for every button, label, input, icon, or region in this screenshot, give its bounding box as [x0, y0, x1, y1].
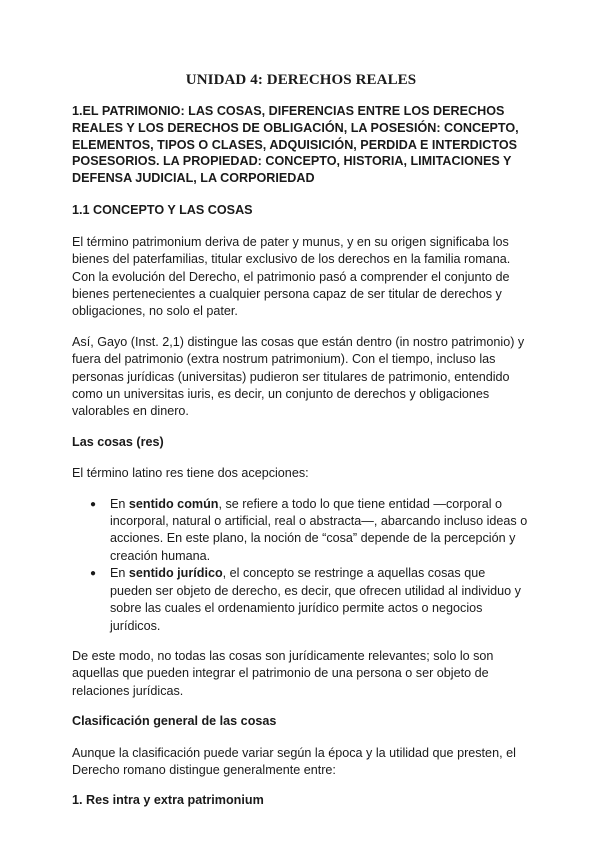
- heading-res-intra-extra: 1. Res intra y extra patrimonium: [72, 793, 264, 808]
- list-item-term: sentido jurídico: [128, 566, 223, 581]
- paragraph-gayo: Así, Gayo (Inst. 2,1) distingue las cosas que están dentro (in nostro patrimonio) y fuera del patrimonio (extra nostrum patrimonium). Con el tiempo, incluso las personas jurídicas (universitas) pudieron ser titulares de patrimonio, entendido como un universitas iuris, es decir, un conjunto de derechos y obligaciones valorables en dinero.: [72, 334, 525, 419]
- paragraph-patrimonium: El término patrimonium deriva de pater y munus, y en su origen significaba los bienes del paterfamilias, titular exclusivo de los derechos en la familia romana. Con la evolución del Derecho, el patrimonio pasó a comprender el conjunto de bienes pertenecientes a cualquier persona capaz de ser titular de derechos y obligaciones, no solo el pater.: [72, 234, 511, 319]
- list-item: [90, 565, 530, 635]
- bullet-icon: ●: [90, 568, 97, 580]
- paragraph-relevancia: De este modo, no todas las cosas son jurídicamente relevantes; solo lo son aquellas que pueden integrar el patrimonio de una persona o ser objeto de relaciones jurídicas.: [72, 648, 494, 698]
- list-item: [90, 496, 530, 566]
- paragraph-res-acepciones: El término latino res tiene dos acepciones:: [72, 466, 309, 481]
- subsection-heading: 1.1 CONCEPTO Y LAS COSAS: [72, 203, 253, 218]
- heading-las-cosas: Las cosas (res): [72, 434, 164, 449]
- heading-clasificacion: Clasificación general de las cosas: [72, 714, 277, 729]
- acepciones-list: [72, 496, 530, 635]
- page-title: UNIDAD 4: DERECHOS REALES: [185, 72, 417, 88]
- paragraph-clasificacion: Aunque la clasificación puede variar según la época y la utilidad que presten, el Derecho romano distingue generalmente entre:: [72, 745, 516, 777]
- list-item-text: , el concepto se restringe a aquellas cosas que pueden ser objeto de derecho, es decir, que ofrecen utilidad al individuo y sobre las cuales el ordenamiento jurídico permite actos o negocios jurídicos.: [110, 566, 521, 633]
- bullet-icon: ●: [90, 498, 97, 510]
- list-item-term: sentido común: [128, 496, 219, 511]
- document-body: [72, 72, 530, 824]
- list-item-text: , se refiere a todo lo que tiene entidad —corporal o incorporal, natural o artificial, real o abstracta—, abarcando incluso ideas o acciones. En este plano, la noción de “cosa” depende de la percepción y creación humana.: [110, 496, 528, 563]
- list-item-prefix: En: [110, 496, 129, 511]
- section-heading: 1.EL PATRIMONIO: LAS COSAS, DIFERENCIAS ENTRE LOS DERECHOS REALES Y LOS DERECHOS DE OBLIGACIÓN, LA POSESIÓN: CONCEPTO, ELEMENTOS, TIPOS O CLASES, ADQUISICIÓN, PERDIDA E INTERDICTOS POSESORIOS. LA PROPIEDAD: CONCEPTO, HISTORIA, LIMITACIONES Y DEFENSA JUDICIAL, LA CORPORIEDAD: [72, 104, 519, 185]
- list-item-prefix: En: [110, 566, 129, 581]
